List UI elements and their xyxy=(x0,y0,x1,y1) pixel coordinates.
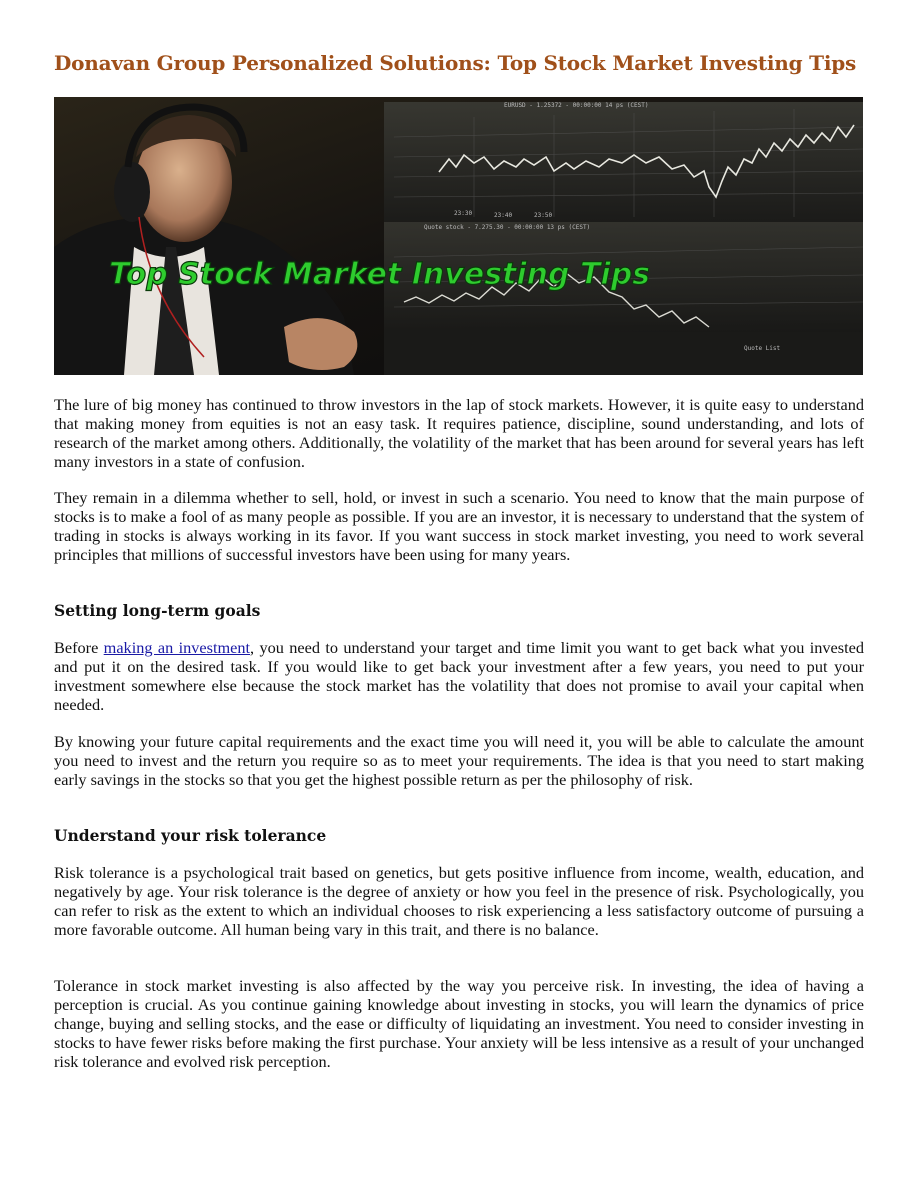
paragraph-1 xyxy=(54,396,864,472)
stock-trader-illustration xyxy=(54,97,863,375)
ticker-line-1: EURUSD - 1.25372 - 00:00:00 14 ps (CEST) xyxy=(504,102,649,109)
paragraph-6-text: Tolerance in stock market investing is also affected by the way you perceive risk. In investing, the idea of having a perception is crucial. As you continue gaining knowledge about investing in stocks, you will learn the dynamics of price change, buying and selling stocks, and the ease or difficulty of liquidating an investment. You need to consider investing in stocks to have fewer risks before making the first purchase. Your anxiety will be less intensive as a result of your unchanged risk tolerance and evolved risk perception. xyxy=(54,976,864,1071)
paragraph-1-text: The lure of big money has continued to throw investors in the lap of stock markets. However, it is quite easy to understand that making money from equities is not an easy task. It requires patience, discipline, sound understanding, and lots of research of the market among others. Additionally, the volatility of the market that has been around for several years has left many investors in a state of confusion. xyxy=(54,395,864,471)
hero-image xyxy=(54,97,863,375)
time-tick-3: 23:50 xyxy=(534,212,553,219)
making-an-investment-link[interactable]: making an investment xyxy=(103,638,251,657)
paragraph-5-text: Risk tolerance is a psychological trait based on genetics, but gets positive influence from income, wealth, education, and negatively by age. Your risk tolerance is the degree of anxiety or how you feel in the presence of risk. Psychologically, you can refer to risk as the extent to which an individual chooses to risk experiencing a less satisfactory outcome of pursuing a more favorable outcome. All human being vary in this trait, and there is no balance. xyxy=(54,863,864,939)
paragraph-4 xyxy=(54,733,864,790)
paragraph-3-lead: Before xyxy=(54,638,104,657)
paragraph-3-rest: , you need to understand your target and time limit you want to get back what you invested and put it on the desired task. If you would like to get back your investment after a few years, you need to put your investment somewhere else because the stock market has the volatility that does not promise to avail your capital when needed. xyxy=(54,638,864,714)
paragraph-6 xyxy=(54,977,864,1072)
hero-caption: Top Stock Market Investing Tips xyxy=(109,257,651,292)
paragraph-3-text xyxy=(54,639,864,715)
paragraph-3 xyxy=(54,639,864,715)
ticker-line-2: Quote stock - 7.275.30 - 00:00:00 13 ps (CEST) xyxy=(424,224,591,231)
ticker-line-3: Quote List xyxy=(744,345,781,352)
section-heading-risk: Understand your risk tolerance xyxy=(54,826,327,845)
page-title: Donavan Group Personalized Solutions: Top Stock Market Investing Tips xyxy=(54,51,857,75)
chart-screens xyxy=(384,102,863,375)
time-tick-1: 23:30 xyxy=(454,210,473,217)
paragraph-2-text: They remain in a dilemma whether to sell, hold, or invest in such a scenario. You need to know that the main purpose of stocks is to make a fool of as many people as possible. If you are an investor, it is necessary to understand that the system of trading in stocks is always working in its favor. If you want success in stock market investing, you need to work several principles that millions of successful investors have been using for many years. xyxy=(54,488,864,564)
paragraph-2 xyxy=(54,489,864,565)
paragraph-5 xyxy=(54,864,864,940)
time-tick-2: 23:40 xyxy=(494,212,513,219)
paragraph-4-text: By knowing your future capital requirements and the exact time you will need it, you will be able to calculate the amount you need to invest and the return you require so as to meet your requirements. The idea is that you need to start making early savings in the stocks so that you get the highest possible return as per the philosophy of risk. xyxy=(54,732,864,789)
section-heading-goals: Setting long-term goals xyxy=(54,601,261,620)
